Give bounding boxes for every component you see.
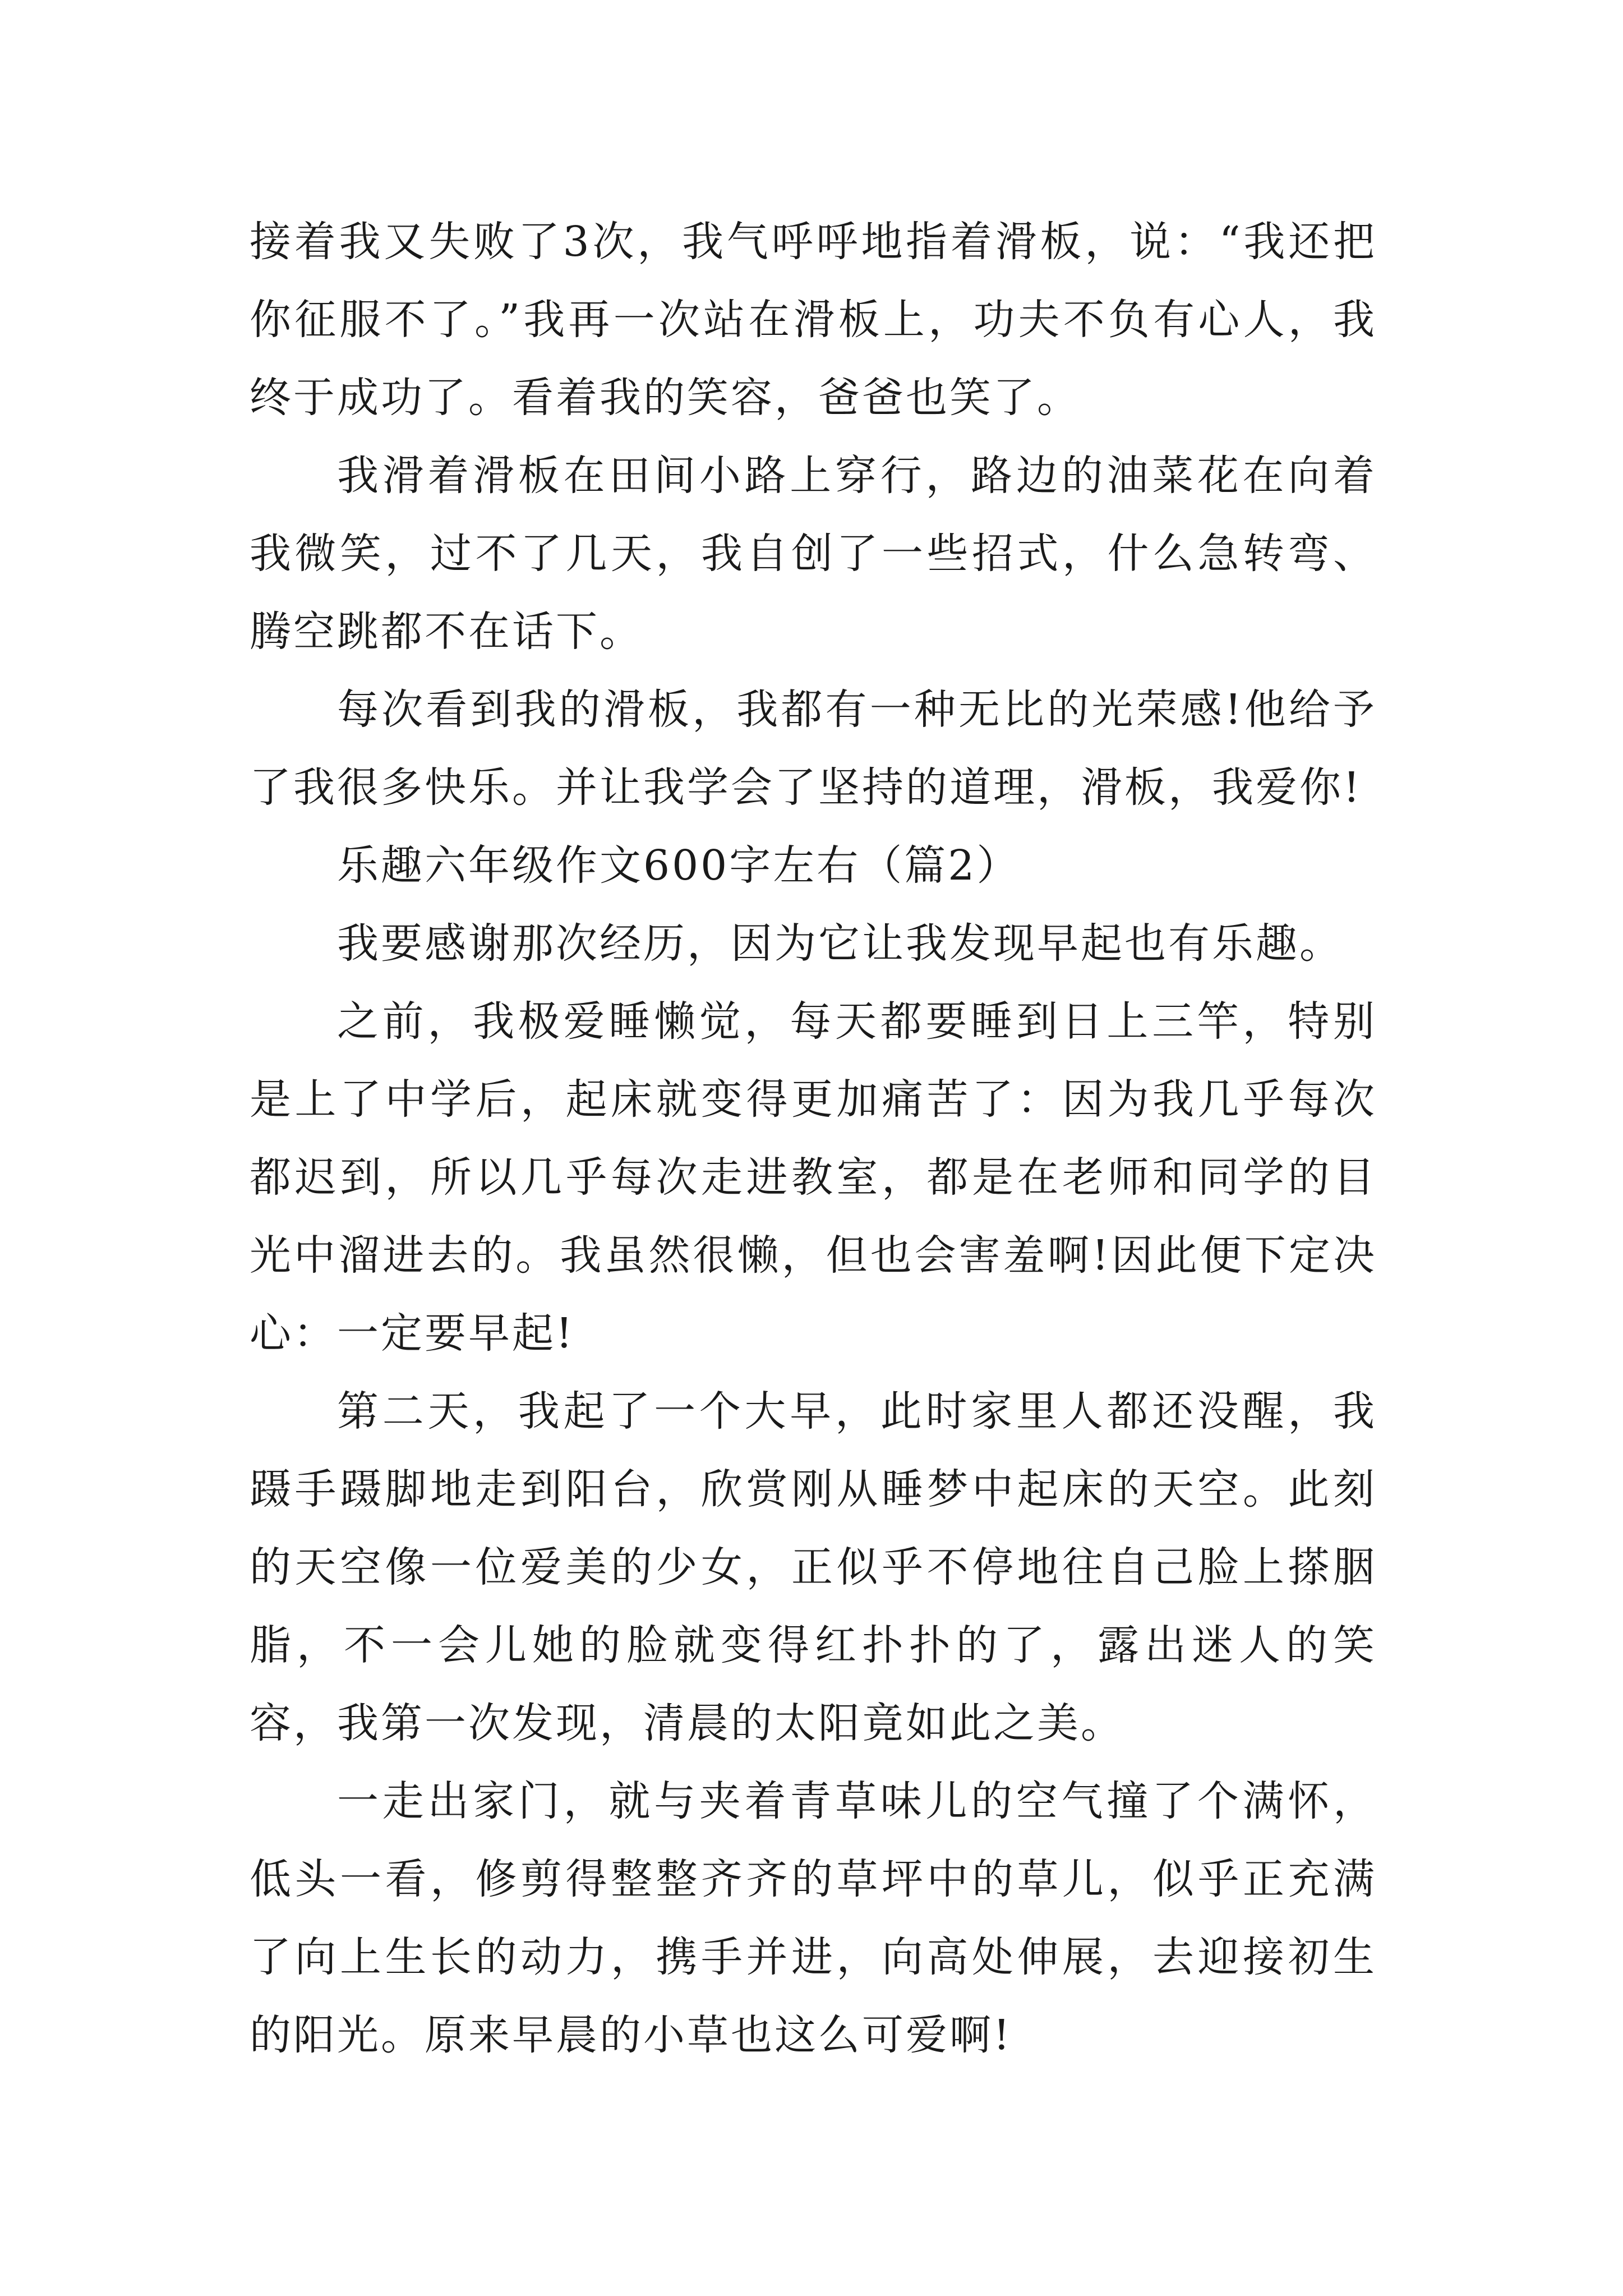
paragraph-continuation: 接着我又失败了3次，我气呼呼地指着滑板，说：“我还把你征服不了。”我再一次站在滑板上，功夫不负有心人，我终于成功了。看着我的笑容，爸爸也笑了。 — [250, 218, 1377, 422]
document-body — [250, 203, 1377, 2074]
paragraph: 一走出家门，就与夹着青草味儿的空气撞了个满怀，低头一看，修剪得整整齐齐的草坪中的草儿，似乎正充满了向上生长的动力，携手并进，向高处伸展，去迎接初生的阳光。原来早晨的小草也这么可爱啊! — [250, 1777, 1377, 2059]
paragraph: 每次看到我的滑板，我都有一种无比的光荣感!他给予了我很多快乐。并让我学会了坚持的道理，滑板，我爱你! — [250, 685, 1377, 812]
paragraph: 我要感谢那次经历，因为它让我发现早起也有乐趣。 — [337, 919, 1343, 968]
paragraph: 我滑着滑板在田间小路上穿行，路边的油菜花在向着我微笑，过不了几天，我自创了一些招式，什么急转弯、腾空跳都不在话下。 — [250, 452, 1377, 656]
paragraph: 之前，我极爱睡懒觉，每天都要睡到日上三竿，特别是上了中学后，起床就变得更加痛苦了：因为我几乎每次都迟到，所以几乎每次走进教室，都是在老师和同学的目光中溜进去的。我虽然很懒，但也会害羞啊!因此便下定决心：一定要早起! — [250, 997, 1377, 1358]
paragraph: 第二天，我起了一个大早，此时家里人都还没醒，我蹑手蹑脚地走到阳台，欣赏刚从睡梦中起床的天空。此刻的天空像一位爱美的少女，正似乎不停地往自己脸上搽胭脂，不一会儿她的脸就变得红扑扑的了，露出迷人的笑容，我第一次发现，清晨的太阳竟如此之美。 — [250, 1387, 1377, 1747]
section-heading: 乐趣六年级作文600字左右（篇2） — [337, 841, 1021, 890]
